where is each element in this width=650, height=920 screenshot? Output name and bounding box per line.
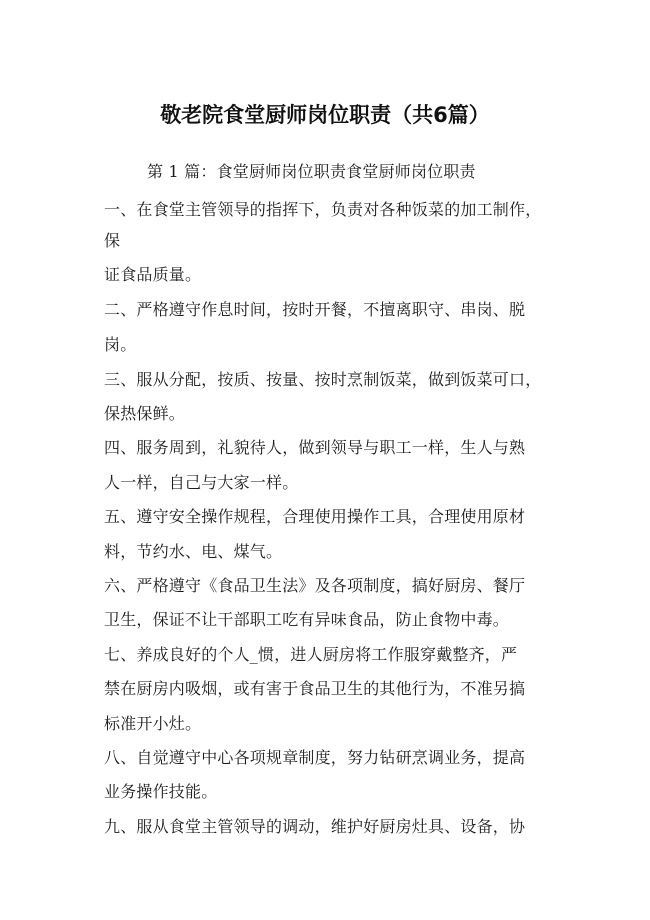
document-title: 敬老院食堂厨师岗位职责（共6篇） xyxy=(160,103,490,127)
body-line: 三、服从分配，按质、按量、按时烹制饭菜，做到饭菜可口， xyxy=(104,370,542,389)
body-line: 五、遵守安全操作规程，合理使用操作工具，合理使用原材 xyxy=(104,507,526,526)
body-line: 四、服务周到，礼貌待人，做到领导与职工一样，生人与熟 xyxy=(104,438,526,457)
body-line: 业务操作技能。 xyxy=(104,782,218,801)
body-line: 九、服从食堂主管领导的调动，维护好厨房灶具、设备，协 xyxy=(104,817,526,836)
body-line: 岗。 xyxy=(104,335,137,354)
body-line: 人一样，自己与大家一样。 xyxy=(104,473,299,492)
section-heading: 第 1 篇：食堂厨师岗位职责食堂厨师岗位职责 xyxy=(147,162,476,181)
body-line: 七、养成良好的个人_惯，进人厨房将工作服穿戴整齐，严 xyxy=(104,645,518,664)
body-line: 标准开小灶。 xyxy=(104,714,202,733)
body-line: 卫生，保证不让干部职工吃有异味食品，防止食物中毒。 xyxy=(104,610,510,629)
body-line: 二、严格遵守作息时间，按时开餐，不擅离职守、串岗、脱 xyxy=(104,300,526,319)
body-line: 一、在食堂主管领导的指挥下，负责对各种饭菜的加工制作， xyxy=(104,200,542,219)
body-line: 料，节约水、电、煤气。 xyxy=(104,542,283,561)
body-line: 证食品质量。 xyxy=(104,265,202,284)
body-line: 八、自觉遵守中心各项规章制度，努力钻研烹调业务，提高 xyxy=(104,748,526,767)
body-line: 禁在厨房内吸烟，或有害于食品卫生的其他行为，不准另搞 xyxy=(104,679,526,698)
body-line: 六、严格遵守《食品卫生法》及各项制度，搞好厨房、餐厅 xyxy=(104,576,526,595)
body-line: 保 xyxy=(104,231,121,250)
body-line: 保热保鲜。 xyxy=(104,404,186,423)
